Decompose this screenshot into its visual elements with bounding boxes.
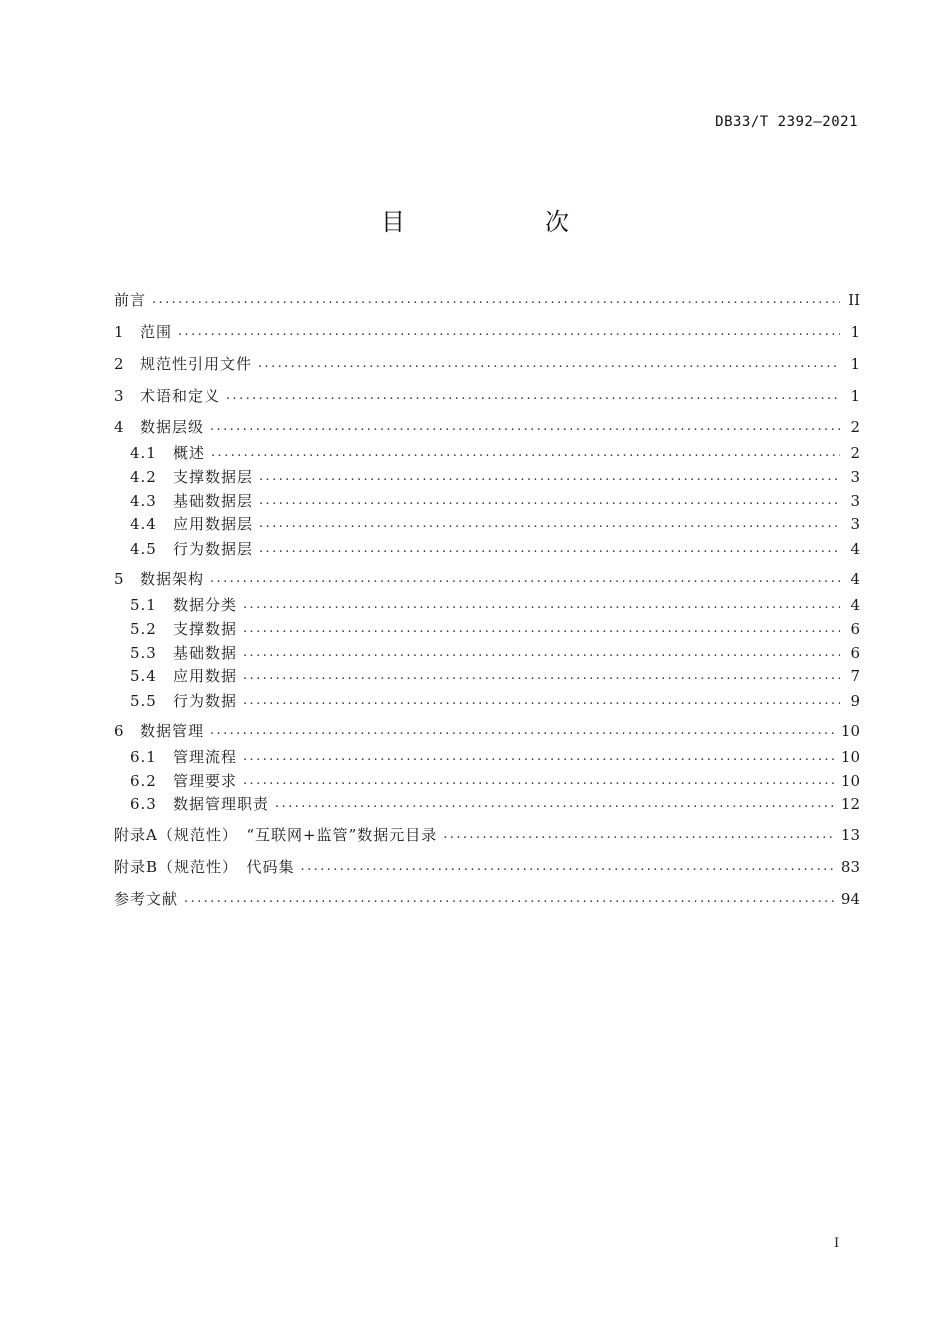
toc-entry-label: 管理流程 xyxy=(173,748,238,766)
toc-leader-dots xyxy=(243,619,840,639)
toc-entry-4-2[interactable] xyxy=(130,465,860,487)
toc-leader-dots xyxy=(243,666,840,686)
toc-entry-number: 5 xyxy=(114,570,124,588)
toc-leader-dots xyxy=(210,569,840,589)
toc-entry-label: 前言 xyxy=(114,291,147,309)
toc-entry-page: 9 xyxy=(850,692,860,710)
toc-entry-label: 支撑数据层 xyxy=(173,468,254,486)
toc-entry-label: 范围 xyxy=(140,323,173,341)
toc-entry-6-3[interactable] xyxy=(130,792,860,814)
toc-entry-6-1[interactable] xyxy=(130,745,860,767)
toc-leader-dots xyxy=(243,595,840,615)
toc-entry-4[interactable] xyxy=(114,415,860,437)
toc-entry-number: 4.4 xyxy=(130,515,157,533)
toc-entry-label: 管理要求 xyxy=(173,772,238,790)
toc-entry-5-5[interactable] xyxy=(130,689,860,711)
toc-entry-3[interactable] xyxy=(114,384,860,406)
toc-entry-label: 数据层级 xyxy=(140,418,205,436)
toc-entry-number: 5.2 xyxy=(130,620,157,638)
toc-entry-page: 10 xyxy=(840,722,860,740)
toc-entry-number: 6.2 xyxy=(130,772,157,790)
toc-entry-page: 4 xyxy=(850,540,860,558)
toc-entry-number: 5.3 xyxy=(130,644,157,662)
toc-entry-5-4[interactable] xyxy=(130,664,860,686)
toc-entry-number: 4 xyxy=(114,418,124,436)
toc-entry-number: 6 xyxy=(114,722,124,740)
toc-entry-4-3[interactable] xyxy=(130,489,860,511)
toc-entry-number: 5.4 xyxy=(130,667,157,685)
toc-entry-label: 行为数据 xyxy=(173,692,238,710)
toc-entry-label: 行为数据层 xyxy=(173,540,254,558)
toc-entry-page: 4 xyxy=(850,570,860,588)
toc-leader-dots xyxy=(178,322,840,342)
toc-entry-label: 附录A（规范性） “互联网+监管”数据元目录 xyxy=(114,826,438,844)
toc-leader-dots xyxy=(243,691,840,711)
toc-entry-label: 数据管理 xyxy=(140,722,205,740)
toc-entry-4-5[interactable] xyxy=(130,537,860,559)
toc-entry-4-4[interactable] xyxy=(130,512,860,534)
toc-entry-5[interactable] xyxy=(114,567,860,589)
toc-entry-label: 数据管理职责 xyxy=(173,795,270,813)
toc-entry-page: 7 xyxy=(850,667,860,685)
toc-entry-page: 4 xyxy=(850,596,860,614)
toc-entry-label: 数据架构 xyxy=(140,570,205,588)
toc-entry-label: 参考文献 xyxy=(114,890,179,908)
toc-entry-appendix-a[interactable] xyxy=(114,823,860,845)
toc-entry-page: 83 xyxy=(840,858,860,876)
toc-entry-number: 4.2 xyxy=(130,468,157,486)
toc-entry-page: 2 xyxy=(850,418,860,436)
toc-entry-page: 10 xyxy=(840,748,860,766)
toc-leader-dots xyxy=(275,794,835,814)
toc-leader-dots xyxy=(259,467,840,487)
toc-entry-page: 13 xyxy=(840,826,860,844)
toc-leader-dots xyxy=(210,721,835,741)
toc-entry-4-1[interactable] xyxy=(130,441,860,463)
toc-entry-number: 5.1 xyxy=(130,596,157,614)
toc-entry-1[interactable] xyxy=(114,320,860,342)
toc-entry-5-1[interactable] xyxy=(130,593,860,615)
toc-entry-5-2[interactable] xyxy=(130,617,860,639)
toc-leader-dots xyxy=(152,290,840,310)
toc-leader-dots xyxy=(243,747,835,767)
toc-entry-page: 6 xyxy=(850,644,860,662)
toc-entry-label: 术语和定义 xyxy=(140,387,221,405)
toc-entry-6[interactable] xyxy=(114,719,860,741)
page-number: I xyxy=(834,1236,840,1251)
toc-entry-label: 应用数据 xyxy=(173,667,238,685)
toc-entry-page: 12 xyxy=(840,795,860,813)
toc-entry-2[interactable] xyxy=(114,352,860,374)
toc-entry-number: 5.5 xyxy=(130,692,157,710)
toc-leader-dots xyxy=(259,539,840,559)
toc-entry-label: 基础数据层 xyxy=(173,492,254,510)
toc-leader-dots xyxy=(243,771,835,791)
toc-entry-foreword[interactable] xyxy=(114,288,860,310)
toc-entry-page: 1 xyxy=(850,387,860,405)
toc-entry-page: 3 xyxy=(850,468,860,486)
toc-entry-page: 1 xyxy=(850,355,860,373)
toc-leader-dots xyxy=(243,643,840,663)
toc-entry-number: 4.1 xyxy=(130,444,157,462)
toc-entry-number: 3 xyxy=(114,387,124,405)
toc-entry-label: 规范性引用文件 xyxy=(140,355,253,373)
toc-entry-label: 支撑数据 xyxy=(173,620,238,638)
toc-entry-appendix-b[interactable] xyxy=(114,855,860,877)
toc-entry-page: 3 xyxy=(850,515,860,533)
toc-entry-label: 附录B（规范性） 代码集 xyxy=(114,858,295,876)
toc-entry-page: 6 xyxy=(850,620,860,638)
toc-entry-number: 2 xyxy=(114,355,124,373)
toc-entry-label: 数据分类 xyxy=(173,596,238,614)
toc-entry-page: 1 xyxy=(850,323,860,341)
toc-leader-dots xyxy=(184,889,835,909)
toc-leader-dots xyxy=(301,857,835,877)
toc-leader-dots xyxy=(210,417,840,437)
toc-entry-number: 4.5 xyxy=(130,540,157,558)
toc-entry-number: 4.3 xyxy=(130,492,157,510)
toc-entry-number: 1 xyxy=(114,323,124,341)
toc-entry-page: 2 xyxy=(850,444,860,462)
toc-entry-5-3[interactable] xyxy=(130,641,860,663)
toc-entry-page: 3 xyxy=(850,492,860,510)
toc-leader-dots xyxy=(258,354,840,374)
toc-entry-label: 基础数据 xyxy=(173,644,238,662)
toc-entry-page: 10 xyxy=(840,772,860,790)
toc-entry-label: 概述 xyxy=(173,444,206,462)
toc-entry-page: 94 xyxy=(840,890,860,908)
toc-entry-6-2[interactable] xyxy=(130,769,860,791)
toc-leader-dots xyxy=(211,443,840,463)
toc-entry-number: 6.3 xyxy=(130,795,157,813)
toc-leader-dots xyxy=(443,825,835,845)
toc-leader-dots xyxy=(226,386,840,406)
toc-entry-references[interactable] xyxy=(114,887,860,909)
toc-title: 目 次 xyxy=(381,208,627,236)
toc-entry-label: 应用数据层 xyxy=(173,515,254,533)
toc-leader-dots xyxy=(259,491,840,511)
toc-entry-number: 6.1 xyxy=(130,748,157,766)
toc-entry-page: II xyxy=(848,291,860,309)
document-code: DB33/T 2392—2021 xyxy=(715,114,858,130)
toc-leader-dots xyxy=(259,514,840,534)
